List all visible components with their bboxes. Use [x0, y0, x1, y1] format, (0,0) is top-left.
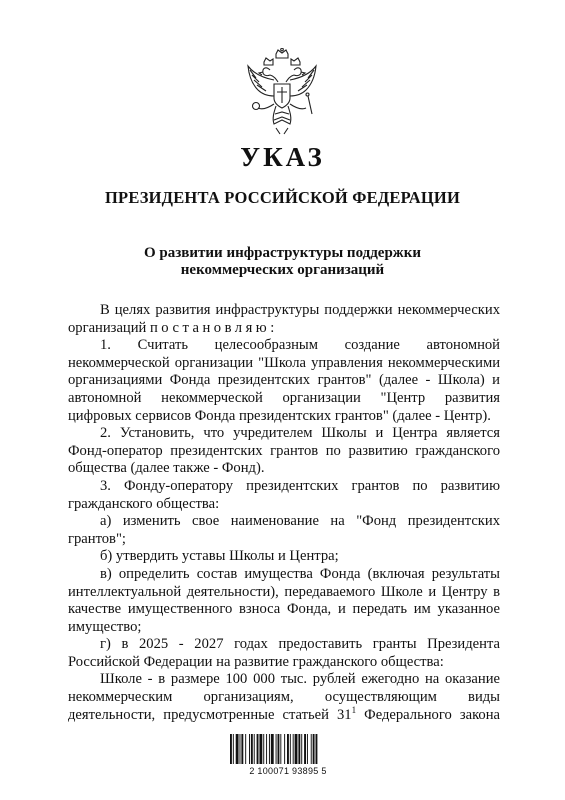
paragraph-item-2: 2. Установить, что учредителем Школы и Центра является Фонд-оператор президентских грантов по развитию гражданского общества (далее также - Фонд). [68, 425, 500, 477]
paragraph-item-3a: а) изменить свое наименование на "Фонд президентских грантов"; [68, 513, 500, 547]
heading-line: О развитии инфраструктуры поддержки [144, 245, 421, 261]
decree-body [68, 302, 500, 724]
barcode-icon [228, 734, 348, 764]
barcode-bar [287, 734, 289, 764]
barcode-bar [271, 734, 274, 764]
heading-line: некоммерческих организаций [180, 262, 385, 278]
barcode-bar [307, 734, 308, 764]
barcode-bar [254, 734, 255, 764]
barcode-bar [298, 734, 300, 764]
barcode-bar [284, 734, 285, 764]
barcode-bar [236, 734, 239, 764]
decree-word: постановляю [150, 319, 271, 336]
paragraph-item-3c: в) определить состав имущества Фонда (включая результаты интеллектуальной деятельности), передаваемого Школе и Центру в качестве имущественного взноса Фонда, и передать им указанное имущество; [68, 565, 500, 635]
paragraph-preamble: В целях развития инфраструктуры поддержки некоммерческих организаций постановляю: [68, 302, 500, 336]
barcode-bar [251, 734, 253, 764]
barcode-bar [259, 734, 262, 764]
barcode-bar [276, 734, 277, 764]
article-superscript: 1 [351, 704, 357, 715]
barcode-bar [290, 734, 291, 764]
document-subtitle: ПРЕЗИДЕНТА РОССИЙСКОЙ ФЕДЕРАЦИИ [105, 188, 460, 207]
paragraph-item-3d: г) в 2025 - 2027 годах предоставить гранты Президента Российской Федерации на развитие гражданского общества: [68, 636, 500, 670]
coat-of-arms-icon [244, 48, 320, 136]
document-title: УКАЗ [240, 142, 325, 172]
paragraph-item-3: 3. Фонду-оператору президентских грантов по развитию гражданского общества: [68, 477, 500, 512]
barcode-bar [311, 734, 312, 764]
paragraph-school: Школе - в размере 100 000 тыс. рублей ежегодно на оказание некоммерческим организациям, осуществляющим виды деятельности, предусмотренные статьей $31^1$ Федерального закона [68, 671, 500, 723]
paragraph-item-1: 1. Считать целесообразным создание автономной некоммерческой организации "Школа управления некоммерческими организациями Фонда президентских грантов" (далее - Школа) и автономной некоммерческой организации "Центр развития цифровых сервисов Фонда президентских грантов" (далее - Центр). [68, 337, 500, 424]
barcode-bar [249, 734, 250, 764]
barcode-bar [304, 734, 306, 764]
barcode-bar [269, 734, 270, 764]
barcode-number: 2 100071 93895 5 [249, 766, 327, 776]
paragraph-item-3b: б) утвердить уставы Школы и Центра; [100, 548, 339, 565]
barcode-bar [278, 734, 280, 764]
barcode-bar [241, 734, 243, 764]
barcode-bar [316, 734, 318, 764]
barcode-bar [295, 734, 298, 764]
barcode-bar [230, 734, 232, 764]
barcode-bar [240, 734, 241, 764]
decree-heading [0, 245, 565, 279]
barcode-bar [245, 734, 246, 764]
barcode-bar [301, 734, 302, 764]
barcode-bar [257, 734, 259, 764]
barcode-bar [266, 734, 267, 764]
barcode-bar [293, 734, 294, 764]
barcode-bar [313, 734, 315, 764]
barcode-bar [280, 734, 281, 764]
barcode-bar [233, 734, 234, 764]
barcode-bar [263, 734, 264, 764]
